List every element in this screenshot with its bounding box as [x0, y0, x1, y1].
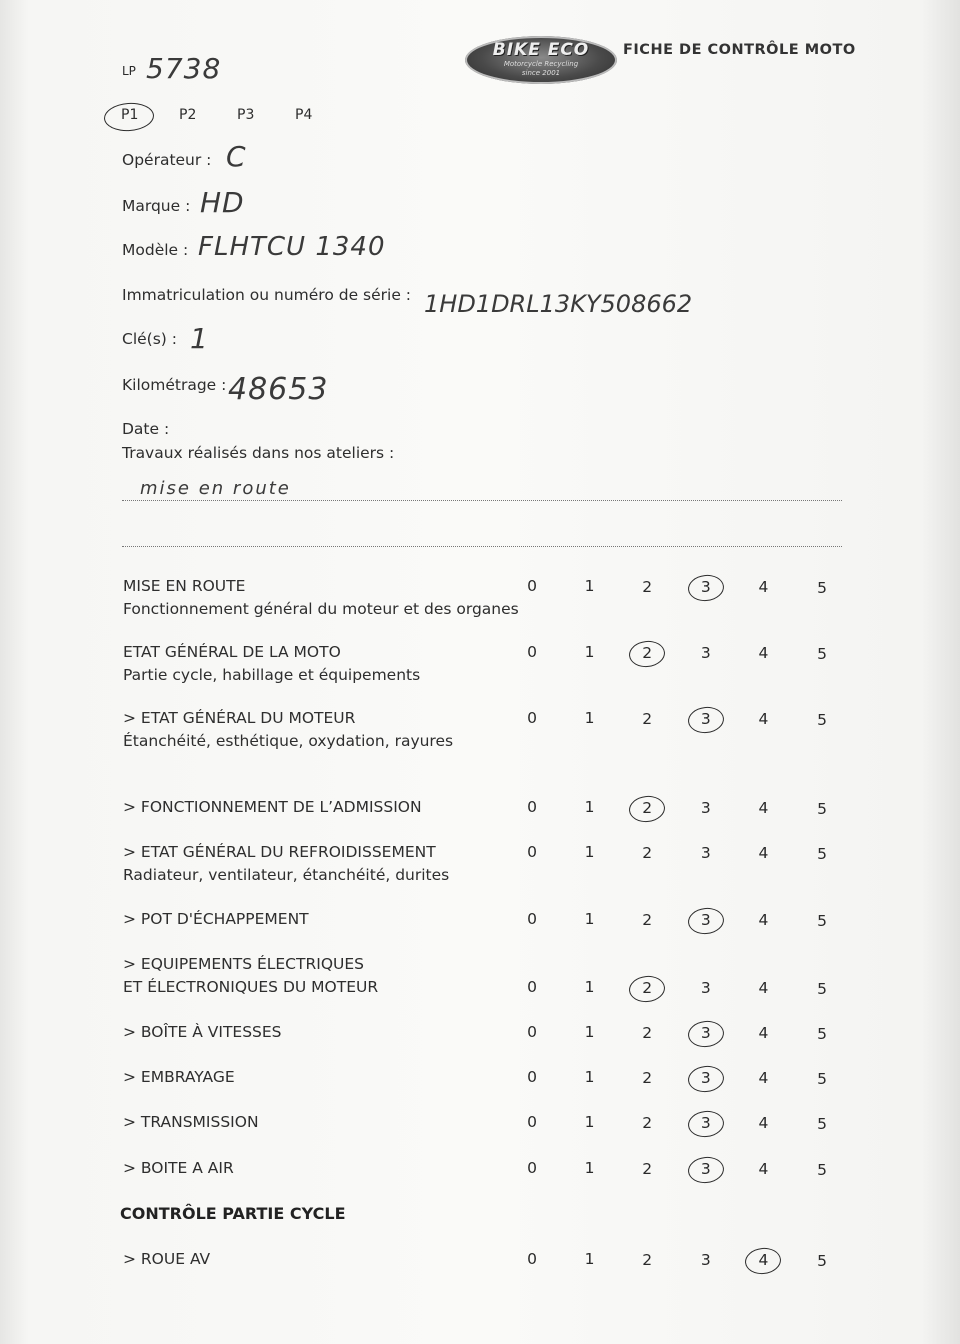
marque-value[interactable]: HD [200, 186, 245, 219]
score-option[interactable]: 0 [527, 577, 537, 595]
score-option[interactable]: 1 [584, 1113, 595, 1132]
score-option[interactable]: 1 [584, 577, 595, 596]
selected-score-circle [628, 639, 667, 669]
score-option[interactable]: 1 [584, 1068, 595, 1087]
score-option[interactable]: 2 [642, 1113, 653, 1132]
score-option[interactable]: 5 [817, 799, 827, 818]
score-option[interactable]: 3 [700, 577, 711, 596]
score-option[interactable]: 4 [758, 710, 769, 729]
immatriculation-value[interactable]: 1HD1DRL13KY508662 [424, 290, 693, 318]
selected-score-circle [628, 794, 667, 824]
date-label: Date : [122, 420, 170, 438]
criterion-subtitle: Radiateur, ventilateur, étanchéité, durites [123, 866, 450, 884]
score-option[interactable]: 3 [700, 1159, 711, 1178]
position-p4[interactable]: P4 [295, 107, 313, 123]
operateur-label: Opérateur : [122, 151, 212, 169]
score-option[interactable]: 3 [700, 643, 711, 662]
score-option[interactable]: 0 [527, 843, 537, 861]
operateur-value[interactable]: C [226, 140, 247, 173]
score-option[interactable]: 5 [817, 1114, 827, 1133]
score-option[interactable]: 0 [527, 1113, 537, 1131]
selected-score-circle [687, 1109, 726, 1139]
score-option[interactable]: 3 [700, 1113, 711, 1132]
score-option[interactable]: 0 [527, 1068, 537, 1086]
score-option[interactable]: 1 [584, 843, 595, 862]
criterion-title: > BOÎTE À VITESSES [123, 1023, 282, 1041]
selected-score-circle [628, 974, 667, 1004]
score-option[interactable]: 1 [584, 978, 595, 997]
score-option[interactable]: 1 [584, 1023, 595, 1042]
score-option[interactable]: 5 [817, 710, 827, 729]
score-option[interactable]: 2 [642, 1068, 653, 1087]
selected-score-circle [744, 1246, 783, 1276]
score-option[interactable]: 4 [758, 799, 769, 818]
selected-score-circle [687, 1064, 726, 1094]
lot-number[interactable]: 5738 [146, 52, 222, 85]
criterion-subtitle: Étanchéité, esthétique, oxydation, rayures [123, 732, 454, 750]
logo-subtext: Motorcycle Recycling [503, 60, 579, 68]
criterion-subtitle: ET ÉLECTRONIQUES DU MOTEUR [123, 978, 379, 996]
score-option[interactable]: 2 [642, 1159, 653, 1178]
score-option[interactable]: 3 [700, 910, 711, 929]
score-option[interactable]: 3 [700, 1250, 711, 1269]
score-option[interactable]: 1 [584, 798, 595, 817]
cles-value[interactable]: 1 [190, 322, 209, 355]
score-option[interactable]: 3 [700, 798, 711, 817]
score-option[interactable]: 4 [758, 1069, 769, 1088]
score-option[interactable]: 3 [700, 709, 711, 728]
score-option[interactable]: 5 [817, 911, 827, 930]
score-option[interactable]: 2 [642, 1250, 653, 1269]
criterion-subtitle: Fonctionnement général du moteur et des organes [123, 600, 519, 618]
criterion-title: > ETAT GÉNÉRAL DU REFROIDISSEMENT [123, 843, 436, 861]
section-cycle-title: CONTRÔLE PARTIE CYCLE [120, 1204, 346, 1223]
logo-since: since 2001 [521, 69, 561, 77]
score-option[interactable]: 0 [527, 1023, 537, 1041]
score-option[interactable]: 0 [527, 709, 537, 727]
score-option[interactable]: 0 [527, 978, 537, 996]
score-option[interactable]: 5 [817, 1069, 827, 1088]
score-option[interactable]: 1 [584, 1250, 595, 1269]
score-option[interactable]: 1 [584, 643, 595, 662]
score-option[interactable]: 1 [584, 1159, 595, 1178]
travaux-label: Travaux réalisés dans nos ateliers : [122, 444, 395, 462]
score-option[interactable]: 2 [642, 978, 653, 997]
score-option[interactable]: 5 [817, 979, 827, 998]
logo-text: BIKE ECO [492, 40, 590, 60]
score-option[interactable]: 1 [584, 910, 595, 929]
score-option[interactable]: 5 [817, 844, 827, 863]
criterion-title: > EMBRAYAGE [123, 1068, 235, 1086]
marque-label: Marque : [122, 197, 191, 215]
immatriculation-label: Immatriculation ou numéro de série : [122, 286, 412, 304]
score-option[interactable]: 0 [527, 1159, 537, 1177]
document-title: FICHE DE CONTRÔLE MOTO [623, 42, 856, 58]
criterion-title: > BOITE A AIR [123, 1159, 234, 1177]
score-option[interactable]: 4 [758, 644, 769, 663]
score-option[interactable]: 2 [642, 1023, 653, 1042]
selected-score-circle [687, 1155, 726, 1185]
score-option[interactable]: 5 [817, 1251, 827, 1270]
score-option[interactable]: 3 [700, 843, 711, 862]
score-option[interactable]: 0 [527, 1250, 537, 1268]
score-option[interactable]: 2 [642, 843, 653, 862]
score-option[interactable]: 5 [817, 644, 827, 663]
score-option[interactable]: 0 [527, 798, 537, 816]
score-option[interactable]: 4 [758, 1114, 769, 1133]
lot-prefix: LP [122, 64, 136, 78]
kilometrage-value[interactable]: 48653 [228, 372, 329, 407]
score-option[interactable]: 4 [758, 1024, 769, 1043]
criterion-title: > EQUIPEMENTS ÉLECTRIQUES [123, 955, 364, 973]
score-option[interactable]: 3 [700, 978, 711, 997]
score-option[interactable]: 2 [642, 798, 653, 817]
score-option[interactable]: 2 [642, 643, 653, 662]
score-option[interactable]: 5 [817, 578, 827, 597]
score-option[interactable]: 2 [642, 910, 653, 929]
position-p1[interactable]: P1 [121, 107, 139, 123]
score-option[interactable]: 1 [584, 709, 595, 728]
score-option[interactable]: 4 [758, 844, 769, 863]
score-option[interactable]: 3 [700, 1023, 711, 1042]
position-p2[interactable]: P2 [179, 107, 197, 123]
cles-label: Clé(s) : [122, 330, 177, 348]
criterion-subtitle: Partie cycle, habillage et équipements [123, 666, 421, 684]
selected-score-circle [687, 573, 726, 603]
score-option[interactable]: 4 [758, 1160, 769, 1179]
travaux-value[interactable]: mise en route [140, 478, 291, 499]
score-option[interactable]: 3 [700, 1068, 711, 1087]
criterion-title: > ETAT GÉNÉRAL DU MOTEUR [123, 709, 356, 727]
cycle-criterion-title: > ROUE AV [123, 1250, 211, 1268]
kilometrage-label: Kilométrage : [122, 376, 227, 394]
score-option[interactable]: 2 [642, 709, 653, 728]
criterion-title: > FONCTIONNEMENT DE L’ADMISSION [123, 798, 422, 816]
criterion-title: > POT D'ÉCHAPPEMENT [123, 910, 309, 928]
score-option[interactable]: 5 [817, 1024, 827, 1043]
criterion-title: ETAT GÉNÉRAL DE LA MOTO [123, 643, 341, 661]
selected-score-circle [687, 705, 726, 735]
score-option[interactable]: 4 [758, 979, 769, 998]
score-option[interactable]: 5 [817, 1160, 827, 1179]
modele-label: Modèle : [122, 241, 189, 259]
score-option[interactable]: 0 [527, 910, 537, 928]
position-p3[interactable]: P3 [237, 107, 255, 123]
score-option[interactable]: 0 [527, 643, 537, 661]
criterion-title: MISE EN ROUTE [123, 577, 246, 595]
score-option[interactable]: 4 [758, 578, 769, 597]
selected-score-circle [687, 906, 726, 936]
bike-eco-logo [465, 36, 617, 84]
score-option[interactable]: 2 [642, 577, 653, 596]
travaux-line-2 [122, 546, 842, 547]
travaux-line-1 [122, 500, 842, 501]
modele-value[interactable]: FLHTCU 1340 [198, 232, 386, 262]
selected-score-circle [687, 1019, 726, 1049]
criterion-title: > TRANSMISSION [123, 1113, 259, 1131]
score-option[interactable]: 4 [758, 1251, 769, 1270]
score-option[interactable]: 4 [758, 911, 769, 930]
